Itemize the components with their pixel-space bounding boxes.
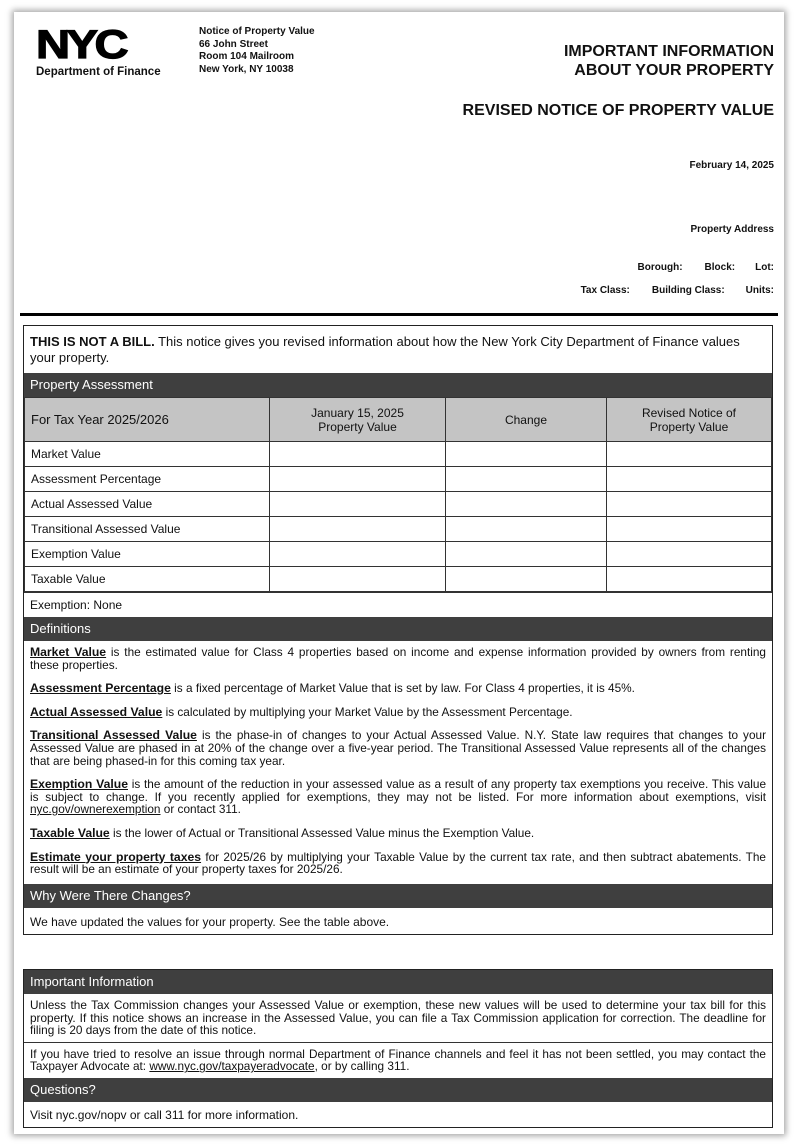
def-text: is the amount of the reduction in your assessed value as a result of any property tax exemptions you receive. This value is subject to change. If you recently applied for exemptions, they may not be listed. For more information about exemptions, visit xyxy=(30,777,767,804)
table-cell xyxy=(270,542,446,567)
table-row xyxy=(25,467,772,492)
def-term: Assessment Percentage xyxy=(30,681,171,696)
questions-bar: Questions? xyxy=(24,1078,772,1102)
def-exemption-value xyxy=(30,778,766,816)
def-text: is calculated by multiplying your Market Value by the Assessment Percentage. xyxy=(162,704,573,719)
table-cell xyxy=(607,492,772,517)
nyc-logo-mark: NYC xyxy=(36,23,126,67)
owner-exemption-link[interactable]: nyc.gov/ownerexemption xyxy=(30,802,161,817)
revised-value-header-line1: Revised Notice of xyxy=(641,405,737,420)
table-row xyxy=(25,567,772,592)
def-text: or contact 311. xyxy=(160,802,241,817)
row-label: Assessment Percentage xyxy=(25,467,270,492)
table-cell xyxy=(607,467,772,492)
row-label: Taxable Value xyxy=(25,567,270,592)
revised-value-header-line2: Property Value xyxy=(649,419,729,434)
questions-text: Visit nyc.gov/nopv or call 311 for more information. xyxy=(30,1107,299,1122)
exemption-line: Exemption: None xyxy=(24,592,772,617)
taxpayer-advocate-link[interactable]: www.nyc.gov/taxpayeradvocate xyxy=(149,1059,315,1074)
def-text: is the lower of Actual or Transitional Assessed Value minus the Exemption Value. xyxy=(109,825,535,840)
building-class-label: Building Class: xyxy=(651,285,725,296)
return-address-line: Notice of Property Value xyxy=(199,26,315,37)
revised-notice-title: REVISED NOTICE OF PROPERTY VALUE xyxy=(462,102,774,119)
table-cell xyxy=(607,517,772,542)
class-labels xyxy=(581,285,774,296)
jan-value-header-line1: January 15, 2025 xyxy=(311,405,404,420)
table-row xyxy=(25,492,772,517)
table-cell xyxy=(607,567,772,592)
table-row xyxy=(25,517,772,542)
table-cell xyxy=(607,442,772,467)
table-cell xyxy=(446,567,607,592)
def-term: Estimate your property taxes xyxy=(30,849,202,864)
property-assessment-bar: Property Assessment xyxy=(24,373,772,397)
property-address-label: Property Address xyxy=(690,224,774,235)
def-text: is a fixed percentage of Market Value that is set by law. For Class 4 properties, it is 45%. xyxy=(170,681,635,696)
revised-value-header xyxy=(607,398,772,442)
table-cell xyxy=(270,442,446,467)
table-row xyxy=(25,542,772,567)
definitions-bar: Definitions xyxy=(24,617,772,641)
important-info-para1: Unless the Tax Commission changes your Assessed Value or exemption, these new values will be used to determine your tax bill for this property. If this notice shows an increase in the Assessed Value, you can file a Tax Commission application for correction. The deadline for filing is 20 days from the date of this notice. xyxy=(30,998,766,1038)
def-taxable-value xyxy=(30,827,766,840)
table-cell xyxy=(270,567,446,592)
definitions-body xyxy=(24,641,772,884)
table-row xyxy=(25,442,772,467)
row-label: Exemption Value xyxy=(25,542,270,567)
parcel-labels xyxy=(638,262,774,273)
def-term: Actual Assessed Value xyxy=(30,704,163,719)
return-address xyxy=(199,26,315,76)
important-info-box xyxy=(23,969,773,1128)
why-changes-bar: Why Were There Changes? xyxy=(24,884,772,908)
return-address-line: 66 John Street xyxy=(199,38,268,50)
not-a-bill-notice xyxy=(24,326,772,373)
important-info-line1: IMPORTANT INFORMATION xyxy=(563,43,774,60)
def-term: Exemption Value xyxy=(30,777,128,792)
table-cell xyxy=(446,467,607,492)
def-term: Taxable Value xyxy=(30,825,110,840)
def-market-value xyxy=(30,646,766,671)
table-header-row xyxy=(25,398,772,442)
table-cell xyxy=(270,492,446,517)
tax-year-header: For Tax Year 2025/2026 xyxy=(25,398,270,442)
lot-label: Lot: xyxy=(755,262,774,273)
tax-class-label: Tax Class: xyxy=(580,285,630,296)
table-cell xyxy=(446,492,607,517)
notice-page xyxy=(14,12,784,1134)
table-cell xyxy=(446,517,607,542)
jan-value-header xyxy=(270,398,446,442)
not-a-bill-text: This notice gives you revised information about how the New York City Department of Finance values your property. xyxy=(30,334,740,365)
def-actual-assessed xyxy=(30,706,766,719)
taxpayer-advocate-tail: , or by calling 311. xyxy=(314,1059,410,1074)
def-estimate-taxes xyxy=(30,851,766,876)
def-term: Transitional Assessed Value xyxy=(30,728,197,743)
def-text: is the phase-in of changes to your Actual Assessed Value. N.Y. State law requires that changes to your Assessed Value are phased in at 20% of the change over a five-year period. The Transitional Assessed Value represents all of the changes that are being phased-in for this coming tax year. xyxy=(30,728,766,768)
row-label: Actual Assessed Value xyxy=(25,492,270,517)
def-transitional-assessed xyxy=(30,729,766,767)
borough-label: Borough: xyxy=(637,262,683,273)
important-info-para2 xyxy=(24,1042,772,1078)
table-cell xyxy=(270,517,446,542)
table-cell xyxy=(607,542,772,567)
change-header: Change xyxy=(446,398,607,442)
important-info-line2: ABOUT YOUR PROPERTY xyxy=(574,62,774,79)
important-info-heading xyxy=(564,42,774,80)
important-info-bar: Important Information xyxy=(24,970,772,994)
return-address-line: Room 104 Mailroom xyxy=(199,51,295,63)
return-address-line: New York, NY 10038 xyxy=(199,63,294,75)
def-text: is the estimated value for Class 4 properties based on income and expense information provided by owners from renting these properties. xyxy=(30,645,766,672)
block-label: Block: xyxy=(704,262,736,273)
table-cell xyxy=(446,542,607,567)
def-term: Market Value xyxy=(30,645,107,659)
why-changes-text: We have updated the values for your property. See the table above. xyxy=(30,914,390,929)
header-divider xyxy=(20,313,778,316)
taxpayer-advocate-text: If you have tried to resolve an issue through normal Department of Finance channels and feel it has not been settled, you may contact the Taxpayer Advocate at: xyxy=(30,1046,766,1074)
row-label: Transitional Assessed Value xyxy=(25,517,270,542)
def-assessment-percentage xyxy=(30,682,766,695)
units-label: Units: xyxy=(745,285,774,296)
nyc-dof-logo xyxy=(36,23,186,78)
assessment-box xyxy=(23,325,773,935)
department-name: Department of Finance xyxy=(36,66,161,78)
table-cell xyxy=(446,442,607,467)
jan-value-header-line2: Property Value xyxy=(318,419,397,434)
row-label: Market Value xyxy=(25,442,270,467)
def-text: for 2025/26 by multiplying your Taxable Value by the current tax rate, and then subtract abatements. The result will be an estimate of your property taxes for 2025/26. xyxy=(30,849,766,877)
table-cell xyxy=(270,467,446,492)
assessment-table xyxy=(24,397,772,592)
not-a-bill-bold: THIS IS NOT A BILL. xyxy=(30,334,155,349)
notice-date: February 14, 2025 xyxy=(689,160,774,171)
